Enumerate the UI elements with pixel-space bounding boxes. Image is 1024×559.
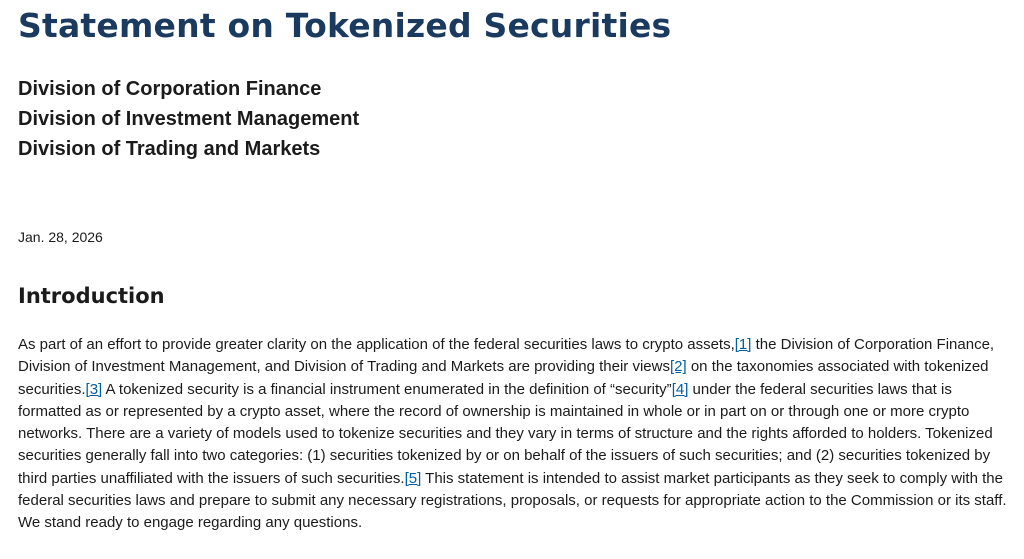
paragraph-text: on the taxonomies associated with tokenized securities. xyxy=(18,358,989,398)
introduction-paragraph xyxy=(18,334,1012,535)
paragraph-text: A tokenized security is a financial instrument enumerated in the definition of “security” xyxy=(102,380,672,398)
division-corporation-finance: Division of Corporation Finance xyxy=(18,78,322,100)
division-list xyxy=(18,74,359,164)
division-investment-management: Division of Investment Management xyxy=(18,108,360,130)
paragraph-text: As part of an effort to provide greater clarity on the application of the federal securities laws to crypto assets, xyxy=(18,336,735,353)
publication-date: Jan. 28, 2026 xyxy=(18,229,103,245)
footnote-link-5[interactable]: [5] xyxy=(404,469,422,487)
footnote-link-3[interactable]: [3] xyxy=(85,380,103,398)
footnote-link-1[interactable]: [1] xyxy=(734,336,752,353)
page-title: Statement on Tokenized Securities xyxy=(18,6,672,45)
section-heading-introduction: Introduction xyxy=(18,284,165,308)
paragraph-text: under the federal securities laws that is formatted as or represented by a crypto asset, where the record of ownership is maintained in whole or in part on or through one or more crypto networks. There are a variety of models used to tokenize securities and they vary in terms of structure and the rights afforded to holders. Tokenized securities generally fall into two categories: (1) securities tokenized by or on behalf of the issuers of such securities; and (2) securities tokenized by third parties unaffiliated with the issuers of such securities. xyxy=(18,380,993,487)
division-trading-and-markets: Division of Trading and Markets xyxy=(18,138,321,160)
footnote-link-2[interactable]: [2] xyxy=(669,358,687,376)
footnote-link-4[interactable]: [4] xyxy=(671,380,689,398)
paragraph-text: This statement is intended to assist market participants as they seek to comply with the federal securities laws and prepare to submit any necessary registrations, proposals, or requests for appropriate action to the Commission or its staff. We stand ready to engage regarding any questions. xyxy=(18,469,1007,532)
paragraph-text: the Division of Corporation Finance, Division of Investment Management, and Division of Trading and Markets are providing their views xyxy=(18,336,995,376)
